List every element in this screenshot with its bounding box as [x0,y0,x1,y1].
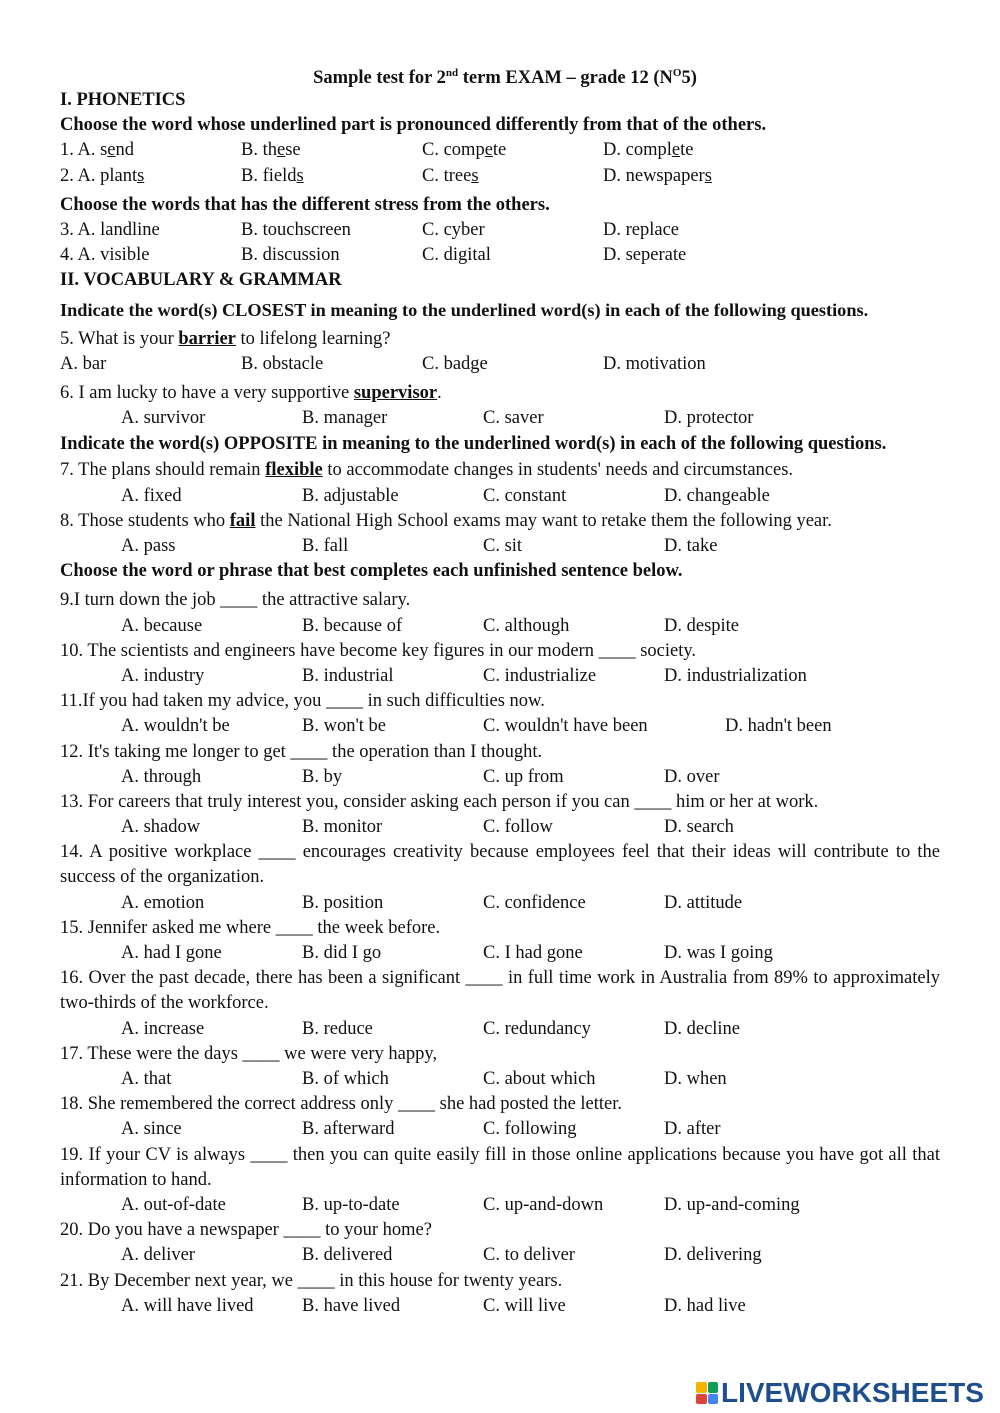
q2-option-d: D. newspapers [603,165,712,186]
question-16-options [60,1017,940,1042]
question-9-options [60,614,940,639]
question-11-stem: 11.If you had taken my advice, you ____ in such difficulties now. [60,691,545,712]
q8-option-c: C. sit [483,536,523,556]
question-7-options [60,484,940,509]
question-19-options [60,1193,940,1218]
q17-option-b: B. of which [302,1069,389,1089]
question-14-stem: 14. A positive workplace ____ encourages creativity because employees feel that their ideas will contribute to the success of the organization. [60,842,940,888]
instruction-stress: Choose the words that has the different stress from the others. [60,194,550,215]
q17-option-c: C. about which [483,1069,596,1089]
q19-option-c: C. up-and-down [483,1194,604,1215]
q19-option-d: D. up-and-coming [664,1194,800,1215]
q21-option-c: C. will live [483,1295,566,1316]
q19-option-a: A. out-of-date [121,1194,226,1215]
q5-option-b: B. obstacle [241,353,324,374]
q13-option-c: C. follow [483,817,553,838]
q3-option-a: 3. A. landline [60,219,160,240]
question-11-options [60,714,940,739]
q14-option-b: B. position [302,892,384,913]
question-15-options [60,941,940,966]
q17-option-a: A. that [121,1069,172,1089]
question-1-options [60,138,940,163]
question-18-options [60,1117,940,1142]
q14-option-c: C. confidence [483,892,586,913]
question-19-stem: 19. If your CV is always ____ then you can quite easily fill in those online applications because you have got all that information to hand. [60,1144,940,1190]
q11-option-b: B. won't be [302,716,387,737]
q18-option-a: A. since [121,1119,182,1140]
q1-option-b: B. these [241,140,301,161]
question-9-stem: 9.I turn down the job ____ the attractive salary. [60,590,411,611]
liveworksheets-logo-icon [696,1382,718,1404]
q6-keyword: supervisor [353,383,438,404]
q12-option-b: B. by [302,766,343,787]
question-12-stem: 12. It's taking me longer to get ____ the operation than I thought. [60,741,543,762]
q1-option-c: C. compete [422,140,507,161]
q12-option-a: A. through [121,766,202,787]
q1-option-a: 1. A. send [60,140,135,161]
q13-option-d: D. search [664,817,734,838]
q9-option-b: B. because of [302,615,403,636]
q6-option-c: C. saver [483,408,544,429]
section-heading-vocabulary: II. VOCABULARY & GRAMMAR [60,270,342,291]
q7-option-a: A. fixed [121,485,182,506]
q5-keyword: barrier [178,328,236,349]
q13-option-a: A. shadow [121,817,201,838]
question-20-stem: 20. Do you have a newspaper ____ to your home? [60,1220,432,1241]
q3-option-d: D. replace [603,219,680,240]
question-20-options [60,1243,940,1268]
question-3-options [60,218,940,243]
q11-option-c: C. wouldn't have been [483,716,648,737]
q16-option-d: D. decline [664,1018,741,1039]
q10-option-a: A. industry [121,665,205,686]
question-5-options [60,352,940,377]
instruction-complete: Choose the word or phrase that best completes each unfinished sentence below. [60,561,683,582]
question-6-options [60,406,940,431]
q8-option-d: D. take [664,536,718,556]
logo-text: LIVEWORKSHEETS [721,1377,984,1408]
q16-option-c: C. redundancy [483,1018,591,1039]
q2-option-c: C. trees [422,165,479,186]
question-14-options [60,891,940,916]
page-title: Sample test for 2nd term EXAM – grade 12 $(N^O5)$ [313,67,697,89]
question-18-stem: 18. She remembered the correct address only ____ she had posted the letter. [60,1094,623,1115]
q21-option-b: B. have lived [302,1295,401,1316]
q19-option-b: B. up-to-date [302,1194,400,1215]
q18-option-b: B. afterward [302,1119,395,1140]
question-21-options [60,1294,940,1319]
question-8-options [60,534,940,559]
q4-option-b: B. discussion [241,245,340,266]
q17-option-d: D. when [664,1069,727,1089]
question-10-options [60,664,940,689]
section-heading-phonetics: I. PHONETICS [60,90,186,110]
q8-option-a: A. pass [121,536,176,556]
q5-option-c: C. badge [422,353,488,374]
q7-option-b: B. adjustable [302,485,399,506]
q10-option-c: C. industrialize [483,665,597,686]
question-5-stem: 5. What is your barrier to lifelong learning? [60,328,391,349]
q11-option-d: D. hadn't been [725,716,832,737]
instruction-pronunciation: Choose the word whose underlined part is pronounced differently from that of the others. [60,115,767,136]
q5-option-a: A. bar [60,353,107,374]
question-10-stem: 10. The scientists and engineers have become key figures in our modern ____ society. [60,640,697,661]
q13-option-b: B. monitor [302,817,383,838]
q11-option-a: A. wouldn't be [121,716,230,737]
q20-option-b: B. delivered [302,1245,393,1266]
q15-option-b: B. did I go [302,943,382,964]
question-2-options [60,164,940,189]
question-15-stem: 15. Jennifer asked me where ____ the week before. [60,917,441,938]
q9-option-d: D. despite [664,615,740,636]
question-21-stem: 21. By December next year, we ____ in this house for twenty years. [60,1270,563,1291]
q7-keyword: flexible [265,460,323,481]
q5-option-d: D. motivation [603,353,706,374]
q4-option-d: D. seperate [603,245,687,266]
question-17-stem: 17. These were the days ____ we were very happy, [60,1043,438,1064]
question-17-options [60,1067,940,1092]
instruction-opposite: Indicate the word(s) OPPOSITE in meaning to the underlined word(s) in each of the following questions. [60,434,887,455]
question-16-stem: 16. Over the past decade, there has been a significant ____ in full time work in Australia from 89% to approximately two-thirds of the workforce. [60,968,940,1014]
q2-option-a: 2. A. plants [60,165,145,186]
q9-option-a: A. because [121,615,203,636]
question-13-options [60,815,940,840]
q20-option-d: D. delivering [664,1245,762,1266]
liveworksheets-logo[interactable] [696,1378,984,1408]
q10-option-d: D. industrialization [664,665,807,686]
q21-option-d: D. had live [664,1295,746,1316]
q7-option-c: C. constant [483,485,567,506]
instruction-closest: Indicate the word(s) CLOSEST in meaning to the underlined word(s) in each of the following questions. [60,299,869,320]
q3-option-b: B. touchscreen [241,219,351,240]
q2-option-b: B. fields [241,165,304,186]
q12-option-d: D. over [664,766,720,787]
q4-option-c: C. digital [422,245,491,266]
question-12-options [60,765,940,790]
q14-option-a: A. emotion [121,892,205,913]
q15-option-a: A. had I gone [121,943,222,964]
question-8-stem: 8. Those students who fail the National High School exams may want to retake them the following year. [60,510,832,531]
q3-option-c: C. cyber [422,219,485,240]
q16-option-b: B. reduce [302,1018,373,1039]
q6-option-d: D. protector [664,408,754,429]
q12-option-c: C. up from [483,766,564,787]
q20-option-c: C. to deliver [483,1245,575,1266]
q16-option-a: A. increase [121,1018,205,1039]
q14-option-d: D. attitude [664,892,743,913]
q10-option-b: B. industrial [302,665,394,686]
q21-option-a: A. will have lived [121,1295,254,1316]
question-7-stem: 7. The plans should remain flexible to accommodate changes in students' needs and circumstances. [60,460,794,481]
question-4-options [60,243,940,268]
q1-option-d: D. complete [603,140,694,161]
q18-option-c: C. following [483,1119,577,1140]
q18-option-d: D. after [664,1119,721,1140]
q15-option-d: D. was I going [664,943,773,964]
question-13-stem: 13. For careers that truly interest you, consider asking each person if you can ____ him or her at work. [60,791,819,812]
q7-option-d: D. changeable [664,485,770,506]
q8-option-b: B. fall [302,536,349,556]
q9-option-c: C. although [483,615,570,636]
q20-option-a: A. deliver [121,1245,195,1266]
q6-option-a: A. survivor [121,408,206,429]
worksheet-page [60,58,940,1319]
q4-option-a: 4. A. visible [60,245,150,266]
q6-option-b: B. manager [302,408,388,429]
question-6-stem: 6. I am lucky to have a very supportive supervisor. [60,383,442,404]
q8-keyword: fail [229,510,256,531]
q15-option-c: C. I had gone [483,943,583,964]
